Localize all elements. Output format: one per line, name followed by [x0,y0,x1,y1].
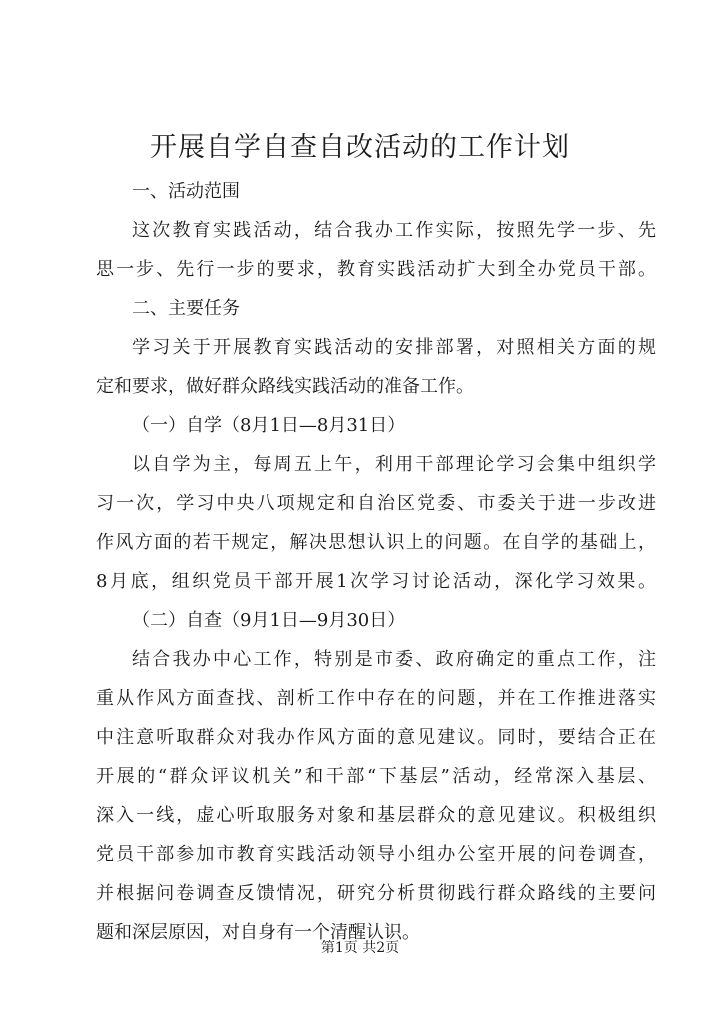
paragraph-line: 思一步、先行一步的要求，教育实践活动扩大到全办党员干部。 [96,259,656,280]
paragraph-line: 作风方面的若干规定，解决思想认识上的问题。在自学的基础上， [96,532,656,553]
paragraph-line: 习一次，学习中央八项规定和自治区党委、市委关于进一步改进 [96,493,656,514]
paragraph-line: 开展的“群众评议机关”和干部“下基层”活动，经常深入基层、 [96,766,656,787]
paragraph-line: 重从作风方面查找、剖析工作中存在的问题，并在工作推进落实 [96,688,656,709]
paragraph-line: 结合我办中心工作，特别是市委、政府确定的重点工作，注 [132,649,656,670]
paragraph-line: 这次教育实践活动，结合我办工作实际，按照先学一步、先 [132,220,656,241]
document-body [96,172,656,952]
paragraph-line: 以自学为主，每周五上午，利用干部理论学习会集中组织学 [132,454,656,475]
paragraph-line: 8月底，组织党员干部开展1次学习讨论活动，深化学习效果。 [96,571,656,592]
paragraph-line: 深入一线，虚心听取服务对象和基层群众的意见建议。积极组织 [96,805,656,826]
paragraph-line: 定和要求，做好群众路线实践活动的准备工作。 [96,376,474,397]
paragraph-line: 党员干部参加市教育实践活动领导小组办公室开展的问卷调查， [96,844,656,865]
section-heading-tasks: 二、主要任务 [132,298,240,319]
subsection-heading-self-study: （一）自学（8月1日—8月31日） [132,415,406,436]
page-footer: 第1页 共2页 [320,940,400,956]
section-heading-scope: 一、活动范围 [132,181,240,202]
paragraph-line: 学习关于开展教育实践活动的安排部署，对照相关方面的规 [132,337,656,358]
document-title: 开展自学自查自改活动的工作计划 [150,132,570,163]
paragraph-line: 中注意听取群众对我办作风方面的意见建议。同时，要结合正在 [96,727,656,748]
subsection-heading-self-check: （二）自查（9月1日—9月30日） [132,610,406,631]
paragraph-line: 并根据问卷调查反馈情况，研究分析贯彻践行群众路线的主要问 [96,883,656,904]
paragraph-line: 题和深层原因，对自身有一个清醒认识。 [96,922,420,943]
